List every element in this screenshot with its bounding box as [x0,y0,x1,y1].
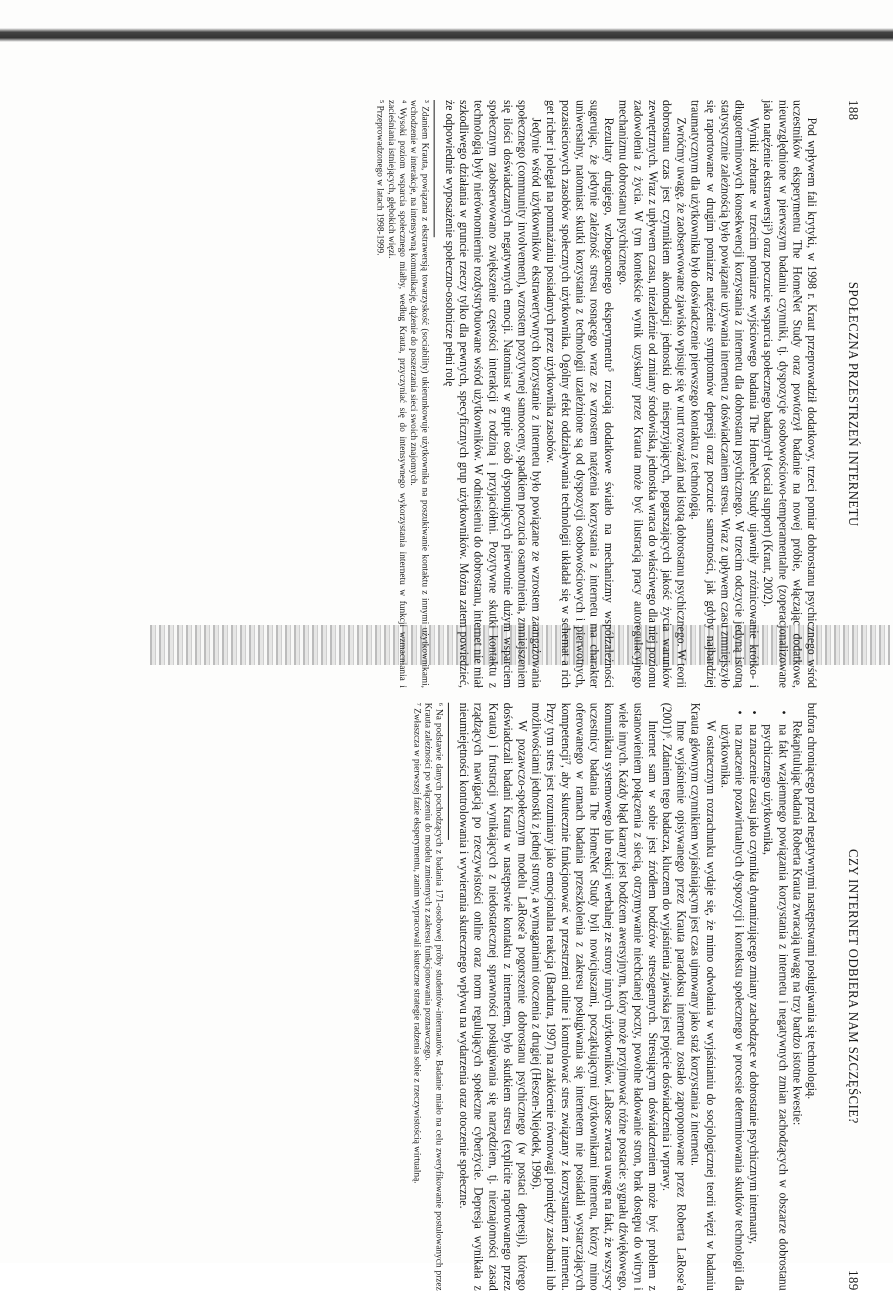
right-running-head [838,703,860,1291]
footnote-rule [433,100,434,237]
left-paragraph: Pod wpływem fali krytyki, w 1998 r. Kraut przeprowadził dodatkowy, trzeci pomiar dobrostanu psychicznego wśród uczestników eksperymentu The HomeNet Study oraz powtórzył badanie na nowej próbie, włączając dodatkowe, nieuwzględnione w pierwszym badaniu czynniki, tj. dyspozycje osobowościowo-temperamentalne (zoperacjonalizowane jako natężenie ekstrawersji³) oraz poczucie wsparcia społecznego badanych⁴ (social support) (Kraut, 2002). [761,100,820,688]
footnote: ⁶ Na podstawie danych pochodzących z badania 171-osobowej próby studentów-internautów. Badanie miało na celu zweryfikowanie postulowanych przez Krauta zależności po włączeniu do modelu zmiennych z zakresu funkcjonowania poznawczego. [422,702,444,1291]
right-paragraph: W pozawczo-społecznym modelu LaRose'a pogorszenie dobrostanu psychicznego (w postaci depresji), którego doświadczali badani Krauta w następstwie kontaktu z internetem, było skutkiem stresu (explicite raportowanego przez Krauta) i frustracji wynikających z niedostatecznej sprawności posługiwania się narzędziem, tj. nieznajomości zasad rządzących nawigacją po rzeczywistości online oraz norm regulujących społeczne cyberżycie. Depresja wynikała z nieumiejętności kontrolowania i wywierania skutecznego wpływu na wydarzenia oraz otoczenie społeczne. [457,702,530,1291]
footnote: ⁴ Wysoki poziom wsparcia społecznego miałby, według Krauta, przyczyniać się do intensywnego wykorzystania internetu w funkcji wzmacniania i zacieśniania istniejących, głębokich więzi. [385,100,407,688]
right-paragraph: Inne wyjaśnienie opisywanego przez Krauta paradoksu internetu zostało zaproponowane przez Roberta LaRose'a (2001)⁶. Zdaniem tego badacza, kluczem do wyjaśnienia zjawiska jest pojęcie doświadczenia i wprawy. [660,702,689,1291]
left-running-head [838,100,860,688]
bullet-list [718,703,790,1291]
left-paragraph: Rezultaty drugiego, wzbogaconego eksperymentu⁵ rzucają dodatkowe światło na mechanizmy współzależności sugerując, że jedynie zależność stresu rosnącego wraz ze wzrostem natężenia korzystania z internetu ma charakter uniwersalny, natomiast skutki korzystania z technologii uzależnione są od dyspozycji osobowościowych i pierwotnych, pozasieciowych zasobów społecznych użytkownika. Ogólny efekt oddziaływania technologii układał się w schemat a rich get richer i polegał na pomnażaniu posiadanych przez użytkownika zasobów. [544,100,617,688]
right-paragraph: bufora chroniącego przed negatywnymi następstwami posługiwania się technologią. [804,702,820,1100]
footnote-rule [448,703,449,840]
bullet-item: • na znaczenie pozawirtualnych dyspozycji i kontekstu społecznego w procesie determinowania skutków technologii dla użytkownika. [718,724,747,1290]
footnote: ⁵ Przeprowadzonego w latach 1998-1999. [374,100,385,256]
scan-edge-shadow [0,28,893,42]
right-page [90,703,860,1291]
right-paragraph: Internet sam w sobie jest źródłem bodźców stresogennych. Stresującym doświadczeniem może być problem z ustanowieniem połączenia z siecią, otrzymywanie niechcianej poczty, powolne ładowanie stron, brak dostępu do witryn i wiele innych. Każdy błąd karany jest bodźcem awersyjnym, który może przyjmować różne postacie: sygnału dźwiękowego, komunikatu systemowego lub reakcji werbalnej ze strony innych użytkowników. LaRose zwraca uwagę na fakt, że wszyscy uczestnicy badania The HomeNet Study byli nowicjuszami, początkującymi użytkownikami internetu, którzy mimo oferowanego w ramach badania przeszkolenia z zakresu posługiwania się internetem nie posiadali wystarczających kompetencji⁷, aby skutecznie funkcjonować w przestrzeni online i kontrolować stres związany z korzystaniem z internetu. Przy tym stres jest rozumiany jako emocjonalna reakcja (Bandura, 1997) na zakłócenie równowagi pomiędzy zasobami lub możliwościami jednostki z jednej strony, a wymaganiami otoczenia z drugiej (Heszen-Niejodek, 1996). [529,702,660,1291]
left-page [90,100,860,688]
footnote: ³ Zdaniem Krauta, powiązana z ekstrawersją towarzyskość (sociability) ukierunkowuje użytkownika na poszukiwanie kontaktu z innymi użytkownikami, wchodzenie w interakcje, na intensywną komunikację, dążenie do poszerzania sieci swoich znajomych. [407,100,430,688]
book-spread [85,100,862,1291]
left-paragraph: Jedynie wśród użytkowników ekstrawertywnych korzystanie z internetu było powiązane ze wzrostem zaangażowania społecznego (community involvement), wzrostem pozytywnej samooceny, spadkiem poczucia osamotnienia, zmniejszeniem się ilości doświadczanych negatywnych emocji. Natomiast w grupie osób dysponujących pierwotnie dużym wsparciem społecznym zaobserwowano zwiększenie częstości interakcji z rodziną i przyjaciółmi. Pozytywne skutki kontaktu z technologią były nierównomiernie rozdystrybuowane wśród użytkowników. W odniesieniu do dobrostanu, internet nie miał szkodliwego działania w gruncie rzeczy tylko dla pewnych, specyficznych grup użytkowników. Można zatem powiedzieć, że odpowiednie wyposażenie społeczno-osobnicze pełni rolę [442,100,544,688]
left-footnotes [373,100,429,688]
right-paragraph: W ostatecznym rozrachunku wydaje się, że mimo odwołania w wyjaśnianiu do socjologicznej teorii więzi w badaniu Krauta głównym czynnikiem wyjaśniającym jest czas ujmowany jako staż korzystania z internetu. [689,702,718,1291]
left-paragraph: Wyniki zebrane w trzecim pomiarze wyjściowego badania The HomeNet Study ujawniły zróżnicowanie krótko- i długoterminowych konsekwencji korzystania z internetu dla dobrostanu psychicznego. W trzecim odczycie jedyną istotną statystycznie zależnością było powiązanie używania internetu z doświadczaniem stresu. Wraz z upływem czasu zmniejszyło się raportowane w drugim pomiarze natężenie symptomów depresji oraz poczucie samotności, jak gdyby najbardziej traumatycznym dla użytkownika było doświadczenie pierwszego kontaktu z technologią. [689,100,762,688]
footnote: ⁷ Zwłaszcza w pierwszej fazie eksperymentu, zanim wypracowali skuteczne strategie radzenia sobie z rzeczywistością wirtualną. [411,702,422,1184]
left-paragraph: Zwróćmy uwagę, że zaobserwowane zjawisko wpisuje się w nurt rozważań nad istotą dobrostanu psychicznego. W teorii dobrostanu czas jest czynnikiem akomodacji jednostki do niesprzyjających, pogarszających jakość życia warunków zewnętrznych. Wraz z upływem czasu, niezależnie od zmiany środowiska, jednostka wraca do właściwego dla niej poziomu zadowolenia z życia. W tym kontekście wynik uzyskany przez Krauta może być ilustracją pracy autoregulacyjnego mechanizmu dobrostanu psychicznego. [616,100,689,688]
right-paragraph: Rekapitulując badania Roberta Krauta zwracają uwagę na trzy bardzo istotne kwestie: [790,720,805,1126]
left-running-title: SPOŁECZNA PRZESTRZEŃ INTERNETU [845,281,862,527]
left-page-number: 188 [845,100,862,121]
right-page-number: 189 [845,1270,862,1291]
bullet-item: • na znaczenie czasu jako czynnika dynamizującego zmiany zachodzące w dobrostanie psychicznym internauty, [747,724,761,1290]
right-footnotes [410,703,444,1291]
right-running-title: CZY INTERNET ODBIERA NAM SZCZĘŚCIE? [845,849,862,1124]
bullet-item: • na fakt wzajemnego powiązania korzystania z internetu i negatywnych zmian zachodzących w obszarze dobrostanu psychicznego użytkownika, [761,724,790,1290]
